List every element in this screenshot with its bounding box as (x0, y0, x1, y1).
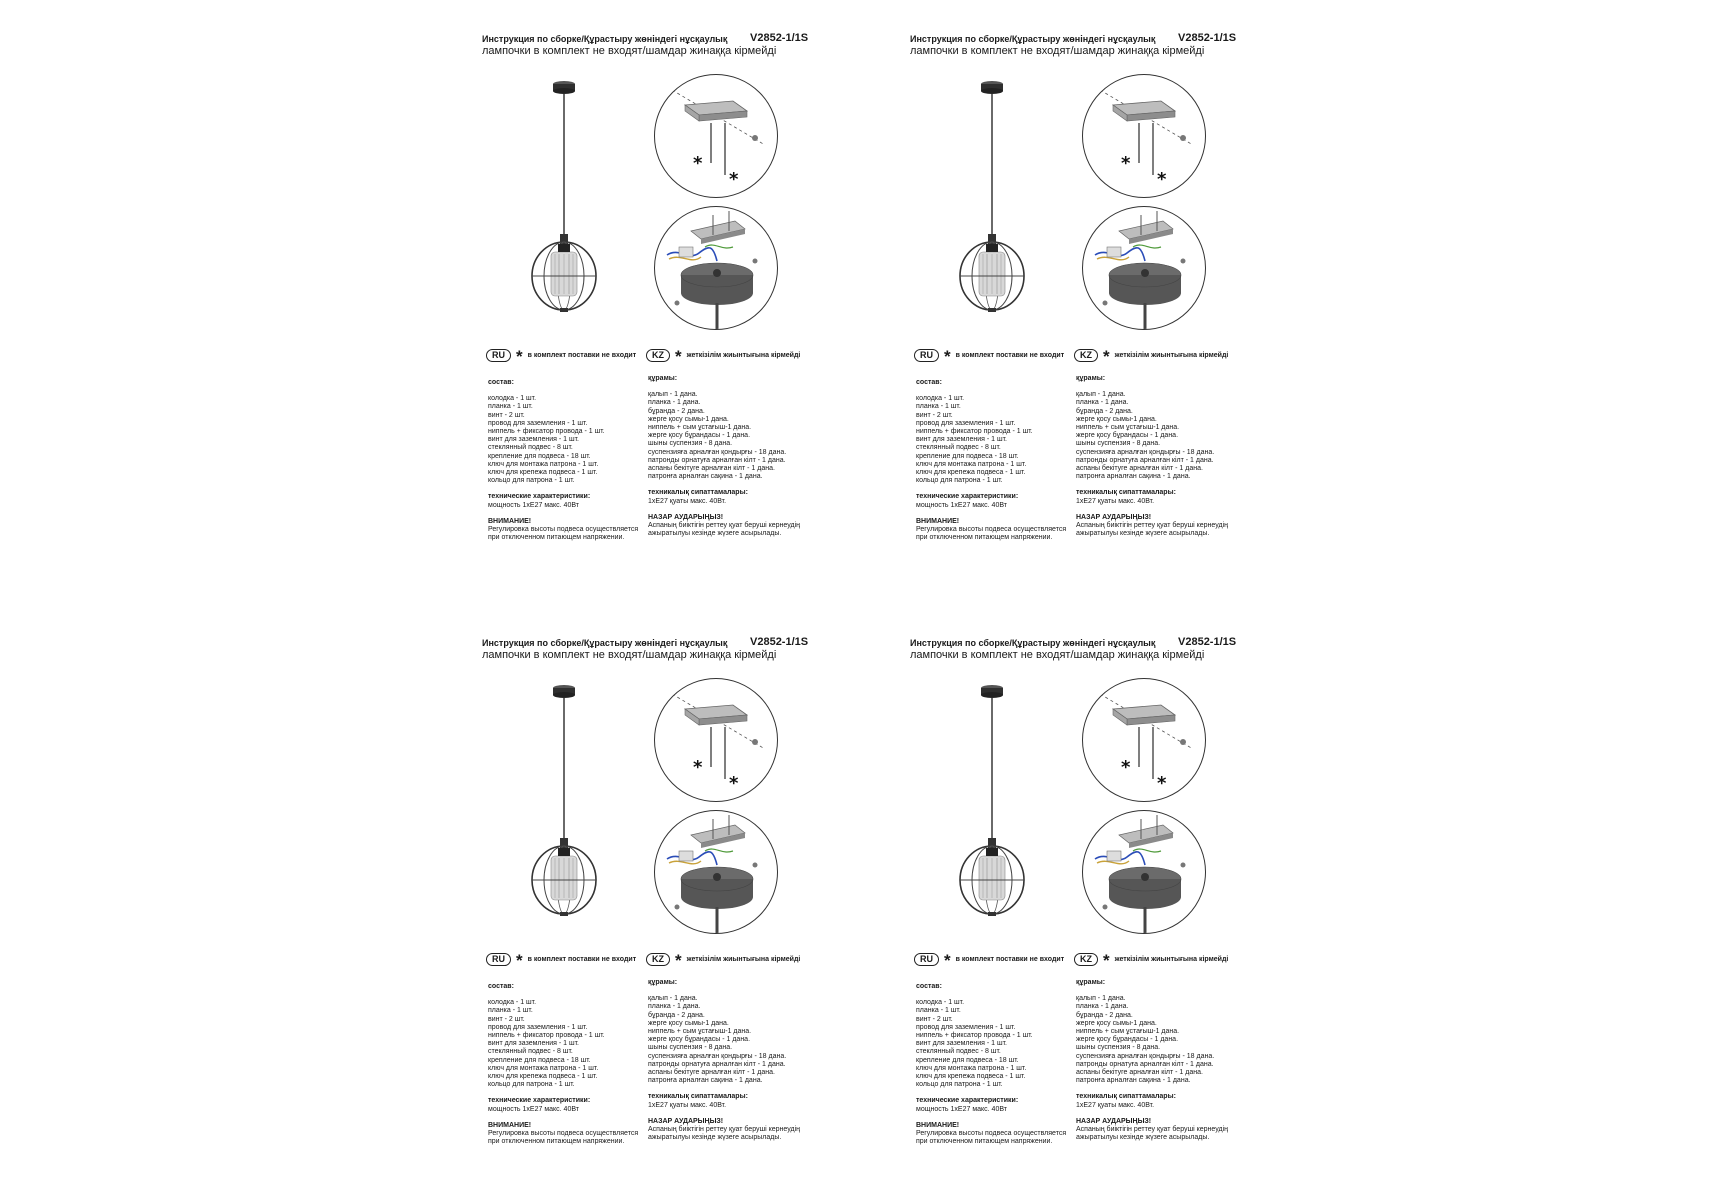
list-item: патронға арналған сақина - 1 дана. (1076, 1077, 1191, 1085)
bulbs-not-included-note: лампочки в комплект не входят/шамдар жинаққа кірмейді (482, 45, 777, 57)
ru-legend (486, 951, 637, 970)
kz-not-included-note: жеткізілім жиынтығына кірмейді (686, 955, 801, 963)
kz-warning-text: ажыратылуы кезінде жүзеге асырылады. (1076, 1134, 1210, 1142)
list-item: ниппель + сым ұстағыш-1 дана. (648, 424, 752, 432)
ru-warning-text: при отключенном питающем напряжении. (916, 534, 1053, 542)
ru-warning-heading: ВНИМАНИЕ! (916, 517, 960, 525)
instruction-title: Инструкция по сборке/Құрастыру жөніндегі нұсқаулық (910, 34, 1156, 44)
kz-composition-heading: құрамы: (1076, 375, 1106, 382)
kz-specs-value: 1хЕ27 қуаты макс. 40Вт. (1076, 497, 1155, 505)
list-item: крепление для подвеса - 18 шт. (488, 452, 591, 460)
ru-instructions (916, 379, 1066, 542)
kz-not-included-note: жеткізілім жиынтығына кірмейді (1114, 351, 1229, 359)
instruction-title: Инструкция по сборке/Құрастыру жөніндегі нұсқаулық (482, 638, 728, 648)
instruction-title: Инструкция по сборке/Құрастыру жөніндегі нұсқаулық (910, 638, 1156, 648)
instruction-title: Инструкция по сборке/Құрастыру жөніндегі нұсқаулық (482, 34, 728, 44)
kz-warning-heading: НАЗАР АУДАРЫҢЫЗ! (648, 1117, 724, 1125)
ru-specs-value: мощность 1хЕ27 макс. 40Вт (916, 501, 1007, 509)
instruction-sheet-4 (910, 636, 1270, 1146)
kz-language-badge: KZ (1074, 953, 1098, 966)
svg-text:*: * (1121, 153, 1131, 174)
list-item: кольцо для патрона - 1 шт. (488, 477, 575, 485)
ru-legend (914, 347, 1065, 366)
ru-warning-heading: ВНИМАНИЕ! (488, 1121, 532, 1129)
ru-specs-heading: технические характеристики: (916, 1097, 1019, 1105)
kz-specs-value: 1хЕ27 қуаты макс. 40Вт. (648, 1101, 727, 1109)
ru-not-included-note: в комплект поставки не входит (955, 955, 1065, 963)
list-item: планка - 1 шт. (916, 403, 961, 411)
list-item: аспаны бекітуге арналған кілт - 1 дана. (1076, 1069, 1203, 1077)
list-item: жерге қосу бұрандасы - 1 дана. (648, 432, 751, 440)
ru-composition-heading: состав: (916, 983, 942, 990)
list-item: қалып - 1 дана. (648, 391, 698, 399)
bracket-mounting-diagram (1082, 74, 1206, 198)
kz-language-badge: KZ (646, 349, 670, 362)
ru-specs-heading: технические характеристики: (488, 493, 591, 501)
list-item: ключ для монтажа патрона - 1 шт. (488, 460, 599, 468)
ru-language-badge: RU (914, 349, 939, 362)
bracket-screws-icon (1083, 679, 1205, 801)
svg-text:*: * (729, 169, 739, 190)
bracket-mounting-diagram (654, 74, 778, 198)
kz-specs-value: 1хЕ27 қуаты макс. 40Вт. (1076, 1101, 1155, 1109)
kz-instructions (1076, 375, 1228, 538)
kz-warning-heading: НАЗАР АУДАРЫҢЫЗ! (648, 513, 724, 521)
ru-specs-heading: технические характеристики: (916, 493, 1019, 501)
ru-legend (914, 951, 1065, 970)
instruction-header (482, 32, 842, 46)
list-item: шыны суспензия - 8 дана. (1076, 440, 1161, 448)
model-number: V2852-1/1S (750, 32, 809, 44)
kz-warning-heading: НАЗАР АУДАРЫҢЫЗ! (1076, 1117, 1152, 1125)
ru-language-badge: RU (914, 953, 939, 966)
kz-composition-heading: құрамы: (1076, 979, 1106, 986)
list-item: стеклянный подвес - 8 шт. (916, 1048, 1001, 1056)
list-item: шыны суспензия - 8 дана. (648, 1044, 733, 1052)
instruction-sheet-1 (482, 32, 842, 542)
ru-specs-value: мощность 1хЕ27 макс. 40Вт (488, 501, 579, 509)
svg-text:*: * (1121, 757, 1131, 778)
list-item: аспаны бекітуге арналған кілт - 1 дана. (1076, 465, 1203, 473)
ru-legend (486, 347, 637, 366)
ru-warning-text: при отключенном питающем напряжении. (488, 534, 625, 542)
ru-composition-heading: состав: (488, 379, 514, 386)
list-item: шыны суспензия - 8 дана. (1076, 1044, 1161, 1052)
kz-specs-heading: техникалық сипаттамалары: (1076, 489, 1176, 497)
list-item: ниппель + фиксатор провода - 1 шт. (488, 428, 605, 436)
instruction-header (482, 636, 842, 650)
list-item: жерге қосу сымы-1 дана. (648, 1019, 729, 1027)
kz-specs-heading: техникалық сипаттамалары: (1076, 1093, 1176, 1101)
list-item: провод для заземления - 1 шт. (488, 1023, 588, 1031)
ru-language-badge: RU (486, 349, 511, 362)
canopy-wiring-diagram (654, 206, 778, 330)
list-item: колодка - 1 шт. (916, 999, 965, 1007)
list-item: патронға арналған сақина - 1 дана. (648, 473, 763, 481)
ru-specs-value: мощность 1хЕ27 макс. 40Вт (916, 1105, 1007, 1113)
kz-instructions (1076, 979, 1228, 1142)
list-item: суспензияға арналған қондырғы - 18 дана. (1076, 1052, 1215, 1060)
kz-language-badge: KZ (646, 953, 670, 966)
list-item: қалып - 1 дана. (648, 995, 698, 1003)
canopy-wiring-diagram (654, 810, 778, 934)
ru-warning-text: Регулировка высоты подвеса осуществляется (916, 526, 1067, 534)
kz-not-included-note: жеткізілім жиынтығына кірмейді (1114, 955, 1229, 963)
kz-warning-text: Аспаның биіктігін реттеу қуат беруші кернеудің (648, 522, 801, 530)
list-item: суспензияға арналған қондырғы - 18 дана. (648, 448, 787, 456)
svg-text:*: * (693, 153, 703, 174)
model-number: V2852-1/1S (750, 636, 809, 648)
list-item: ключ для монтажа патрона - 1 шт. (488, 1064, 599, 1072)
kz-warning-text: Аспаның биіктігін реттеу қуат беруші кернеудің (648, 1126, 801, 1134)
asterisk-icon: * (675, 951, 682, 970)
list-item: патронға арналған сақина - 1 дана. (1076, 473, 1191, 481)
ru-warning-heading: ВНИМАНИЕ! (488, 517, 532, 525)
list-item: стеклянный подвес - 8 шт. (488, 1048, 573, 1056)
kz-language-badge: KZ (1074, 349, 1098, 362)
kz-specs-heading: техникалық сипаттамалары: (648, 489, 748, 497)
list-item: бұранда - 2 дана. (1076, 1011, 1133, 1019)
kz-warning-text: Аспаның биіктігін реттеу қуат беруші кернеудің (1076, 1126, 1229, 1134)
list-item: винт для заземления - 1 шт. (916, 436, 1008, 444)
list-item: провод для заземления - 1 шт. (916, 419, 1016, 427)
list-item: планка - 1 шт. (488, 403, 533, 411)
svg-text:*: * (1157, 773, 1167, 794)
asterisk-icon: * (516, 347, 523, 366)
kz-legend (1074, 951, 1229, 970)
ru-warning-text: Регулировка высоты подвеса осуществляется (916, 1130, 1067, 1138)
list-item: планка - 1 шт. (488, 1007, 533, 1015)
bulbs-not-included-note: лампочки в комплект не входят/шамдар жинаққа кірмейді (482, 649, 777, 661)
list-item: патронды орнатуға арналған кілт - 1 дана. (1076, 1060, 1214, 1068)
list-item: крепление для подвеса - 18 шт. (916, 1056, 1019, 1064)
ru-not-included-note: в комплект поставки не входит (527, 351, 637, 359)
ru-warning-text: Регулировка высоты подвеса осуществляется (488, 1130, 639, 1138)
list-item: планка - 1 дана. (648, 399, 701, 407)
kz-legend (1074, 347, 1229, 366)
kz-warning-text: ажыратылуы кезінде жүзеге асырылады. (648, 1134, 782, 1142)
kz-composition-heading: құрамы: (648, 979, 678, 986)
list-item: кольцо для патрона - 1 шт. (488, 1081, 575, 1089)
kz-legend (646, 347, 801, 366)
asterisk-icon: * (516, 951, 523, 970)
bulbs-not-included-note: лампочки в комплект не входят/шамдар жинаққа кірмейді (910, 649, 1205, 661)
list-item: крепление для подвеса - 18 шт. (488, 1056, 591, 1064)
list-item: аспаны бекітуге арналған кілт - 1 дана. (648, 1069, 775, 1077)
list-item: стеклянный подвес - 8 шт. (916, 444, 1001, 452)
list-item: планка - 1 дана. (648, 1003, 701, 1011)
bracket-mounting-diagram (654, 678, 778, 802)
pendant-lamp-illustration (514, 76, 614, 316)
list-item: колодка - 1 шт. (916, 395, 965, 403)
model-number: V2852-1/1S (1178, 32, 1237, 44)
canopy-wiring-diagram (1082, 810, 1206, 934)
list-item: ключ для крепежа подвеса - 1 шт. (488, 469, 598, 477)
list-item: аспаны бекітуге арналған кілт - 1 дана. (648, 465, 775, 473)
ru-warning-text: при отключенном питающем напряжении. (488, 1138, 625, 1146)
svg-text:*: * (693, 757, 703, 778)
bracket-screws-icon (655, 679, 777, 801)
ru-warning-text: при отключенном питающем напряжении. (916, 1138, 1053, 1146)
list-item: винт - 2 шт. (488, 1015, 525, 1023)
list-item: винт для заземления - 1 шт. (488, 1040, 580, 1048)
kz-composition-heading: құрамы: (648, 375, 678, 382)
ru-instructions (488, 983, 638, 1146)
list-item: винт для заземления - 1 шт. (916, 1040, 1008, 1048)
list-item: патронды орнатуға арналған кілт - 1 дана. (648, 456, 786, 464)
bracket-mounting-diagram (1082, 678, 1206, 802)
pendant-lamp-illustration (942, 76, 1042, 316)
list-item: ниппель + фиксатор провода - 1 шт. (916, 428, 1033, 436)
kz-specs-value: 1хЕ27 қуаты макс. 40Вт. (648, 497, 727, 505)
list-item: ниппель + сым ұстағыш-1 дана. (1076, 1028, 1180, 1036)
asterisk-icon: * (675, 347, 682, 366)
kz-warning-text: Аспаның биіктігін реттеу қуат беруші кернеудің (1076, 522, 1229, 530)
asterisk-icon: * (944, 347, 951, 366)
kz-instructions (648, 979, 800, 1142)
list-item: жерге қосу сымы-1 дана. (1076, 1019, 1157, 1027)
pendant-lamp-illustration (514, 680, 614, 920)
list-item: ключ для монтажа патрона - 1 шт. (916, 1064, 1027, 1072)
list-item: суспензияға арналған қондырғы - 18 дана. (648, 1052, 787, 1060)
list-item: жерге қосу сымы-1 дана. (648, 415, 729, 423)
list-item: колодка - 1 шт. (488, 395, 537, 403)
list-item: ниппель + сым ұстағыш-1 дана. (1076, 424, 1180, 432)
list-item: ключ для крепежа подвеса - 1 шт. (916, 469, 1026, 477)
ru-language-badge: RU (486, 953, 511, 966)
list-item: бұранда - 2 дана. (648, 407, 705, 415)
list-item: шыны суспензия - 8 дана. (648, 440, 733, 448)
canopy-wiring-diagram (1082, 206, 1206, 330)
canopy-wiring-icon (655, 811, 777, 933)
ru-specs-value: мощность 1хЕ27 макс. 40Вт (488, 1105, 579, 1113)
list-item: планка - 1 шт. (916, 1007, 961, 1015)
list-item: ключ для крепежа подвеса - 1 шт. (488, 1073, 598, 1081)
list-item: патронды орнатуға арналған кілт - 1 дана. (648, 1060, 786, 1068)
list-item: крепление для подвеса - 18 шт. (916, 452, 1019, 460)
list-item: винт - 2 шт. (916, 1015, 953, 1023)
kz-instructions (648, 375, 800, 538)
bracket-screws-icon (1083, 75, 1205, 197)
kz-warning-text: ажыратылуы кезінде жүзеге асырылады. (1076, 530, 1210, 538)
ru-instructions (488, 379, 638, 542)
canopy-wiring-icon (1083, 207, 1205, 329)
list-item: кольцо для патрона - 1 шт. (916, 1081, 1003, 1089)
ru-not-included-note: в комплект поставки не входит (527, 955, 637, 963)
ru-warning-text: Регулировка высоты подвеса осуществляется (488, 526, 639, 534)
instruction-sheet-3 (482, 636, 842, 1146)
list-item: суспензияға арналған қондырғы - 18 дана. (1076, 448, 1215, 456)
list-item: жерге қосу сымы-1 дана. (1076, 415, 1157, 423)
list-item: ниппель + фиксатор провода - 1 шт. (916, 1032, 1033, 1040)
list-item: провод для заземления - 1 шт. (488, 419, 588, 427)
list-item: патронды орнатуға арналған кілт - 1 дана. (1076, 456, 1214, 464)
canopy-wiring-icon (655, 207, 777, 329)
list-item: винт - 2 шт. (916, 411, 953, 419)
list-item: кольцо для патрона - 1 шт. (916, 477, 1003, 485)
list-item: бұранда - 2 дана. (1076, 407, 1133, 415)
svg-text:*: * (1157, 169, 1167, 190)
asterisk-icon: * (1103, 347, 1110, 366)
pendant-lamp-illustration (942, 680, 1042, 920)
instruction-sheet-2 (910, 32, 1270, 542)
list-item: планка - 1 дана. (1076, 1003, 1129, 1011)
bulbs-not-included-note: лампочки в комплект не входят/шамдар жинаққа кірмейді (910, 45, 1205, 57)
list-item: ключ для крепежа подвеса - 1 шт. (916, 1073, 1026, 1081)
ru-warning-heading: ВНИМАНИЕ! (916, 1121, 960, 1129)
list-item: провод для заземления - 1 шт. (916, 1023, 1016, 1031)
list-item: жерге қосу бұрандасы - 1 дана. (1076, 1036, 1179, 1044)
list-item: винт - 2 шт. (488, 411, 525, 419)
list-item: жерге қосу бұрандасы - 1 дана. (648, 1036, 751, 1044)
list-item: жерге қосу бұрандасы - 1 дана. (1076, 432, 1179, 440)
model-number: V2852-1/1S (1178, 636, 1237, 648)
list-item: ниппель + сым ұстағыш-1 дана. (648, 1028, 752, 1036)
kz-warning-heading: НАЗАР АУДАРЫҢЫЗ! (1076, 513, 1152, 521)
kz-legend (646, 951, 801, 970)
list-item: ниппель + фиксатор провода - 1 шт. (488, 1032, 605, 1040)
list-item: колодка - 1 шт. (488, 999, 537, 1007)
list-item: қалып - 1 дана. (1076, 391, 1126, 399)
kz-not-included-note: жеткізілім жиынтығына кірмейді (686, 351, 801, 359)
ru-not-included-note: в комплект поставки не входит (955, 351, 1065, 359)
ru-composition-heading: состав: (916, 379, 942, 386)
kz-specs-heading: техникалық сипаттамалары: (648, 1093, 748, 1101)
instruction-header (910, 636, 1270, 650)
list-item: патронға арналған сақина - 1 дана. (648, 1077, 763, 1085)
ru-specs-heading: технические характеристики: (488, 1097, 591, 1105)
bracket-screws-icon (655, 75, 777, 197)
instruction-header (910, 32, 1270, 46)
list-item: планка - 1 дана. (1076, 399, 1129, 407)
ru-composition-heading: состав: (488, 983, 514, 990)
list-item: бұранда - 2 дана. (648, 1011, 705, 1019)
list-item: стеклянный подвес - 8 шт. (488, 444, 573, 452)
kz-warning-text: ажыратылуы кезінде жүзеге асырылады. (648, 530, 782, 538)
list-item: ключ для монтажа патрона - 1 шт. (916, 460, 1027, 468)
svg-text:*: * (729, 773, 739, 794)
list-item: қалып - 1 дана. (1076, 995, 1126, 1003)
ru-instructions (916, 983, 1066, 1146)
canopy-wiring-icon (1083, 811, 1205, 933)
asterisk-icon: * (1103, 951, 1110, 970)
list-item: винт для заземления - 1 шт. (488, 436, 580, 444)
asterisk-icon: * (944, 951, 951, 970)
